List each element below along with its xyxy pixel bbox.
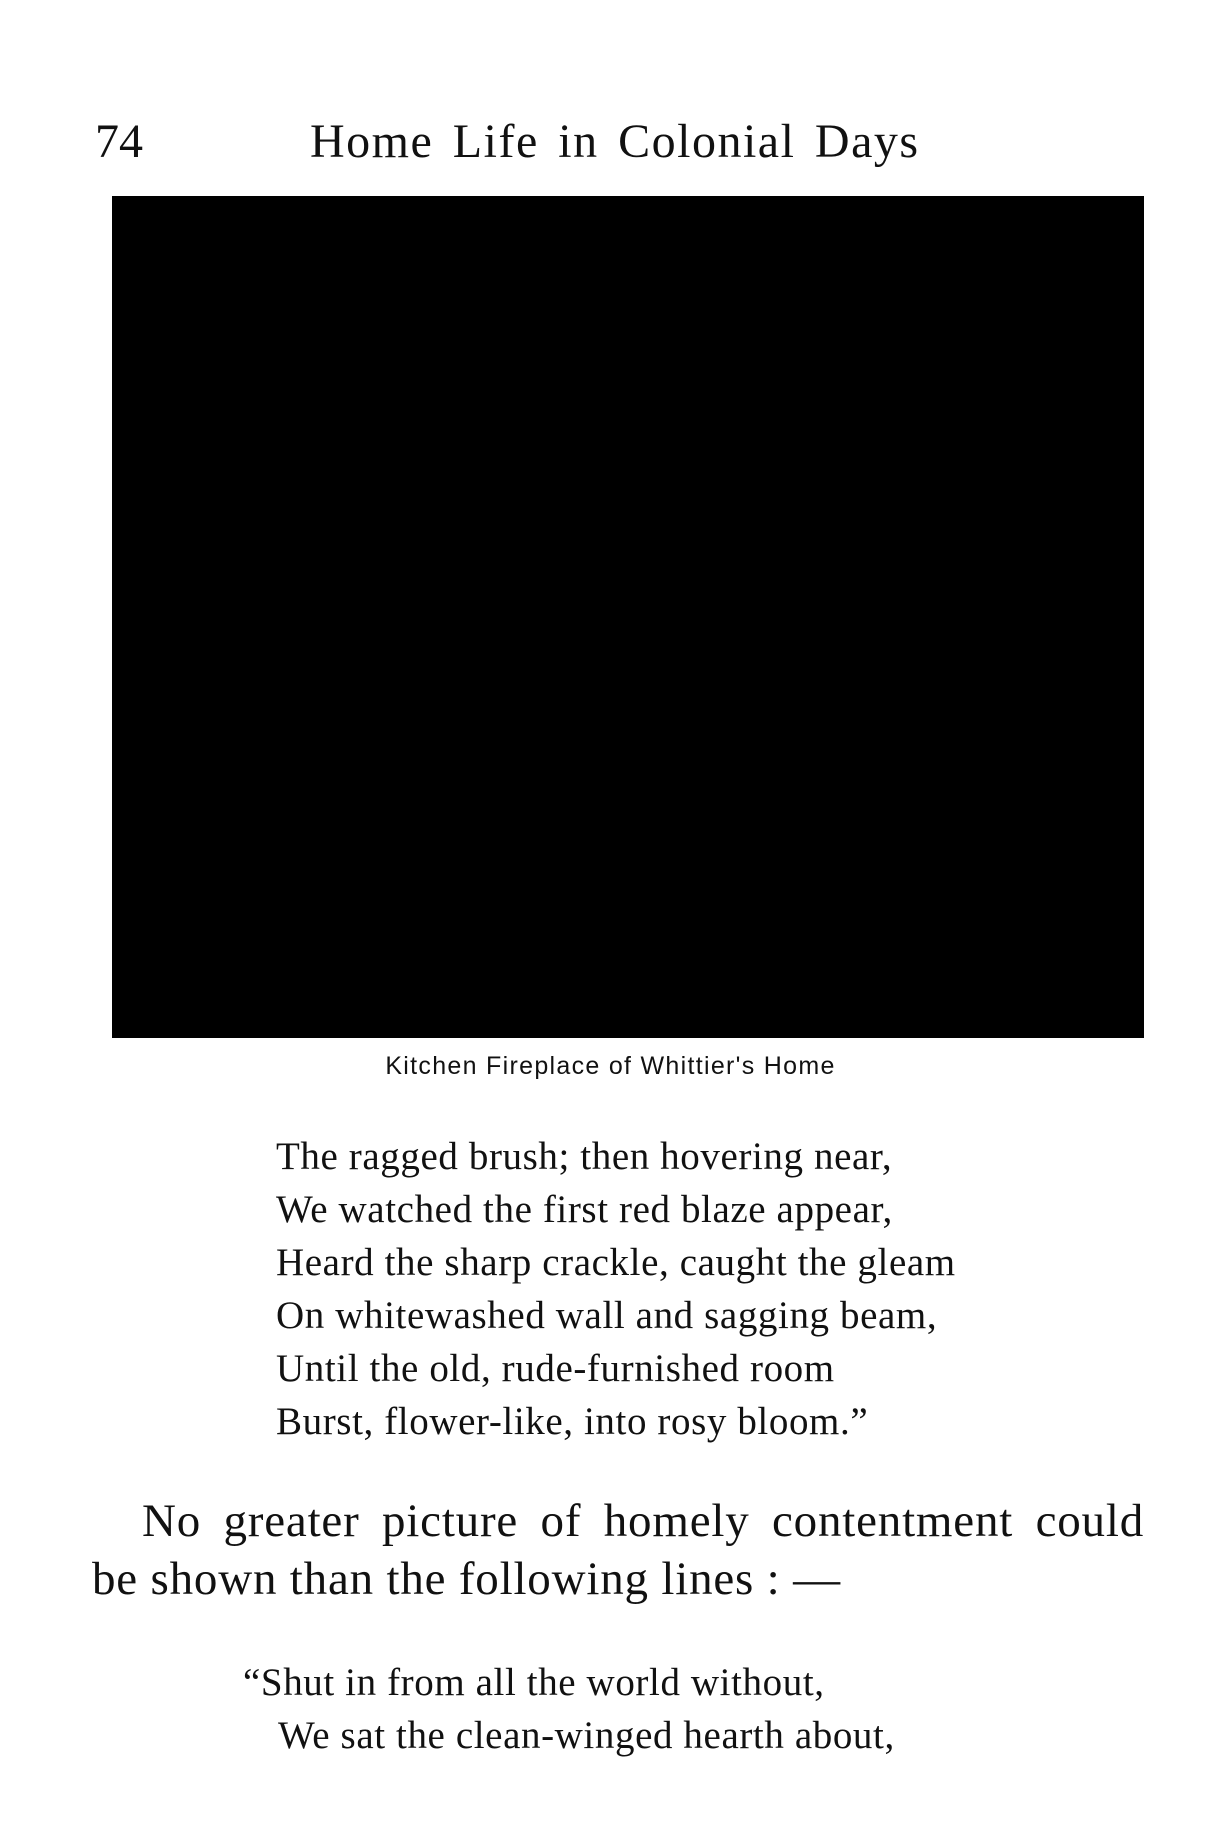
verse-line: The ragged brush; then hovering near, [276,1135,893,1178]
verse-line: We sat the clean-winged hearth about, [278,1714,895,1757]
verse-line: We watched the first red blaze appear, [276,1188,893,1231]
paragraph-line: be shown than the following lines : — [92,1553,841,1605]
page-number: 74 [95,115,143,168]
verse-line: Until the old, rude-furnished room [276,1347,835,1390]
poem-excerpt-2 [243,1656,895,1762]
verse-line: Burst, flower-like, into rosy bloom.” [276,1400,869,1443]
body-paragraph [92,1492,1144,1608]
running-title: Home Life in Colonial Days [310,115,920,168]
paragraph-line: No greater picture of homely contentment could [142,1495,1144,1547]
poem-excerpt-1 [276,1130,956,1448]
verse-line: “Shut in from all the world without, [243,1661,825,1704]
verse-line: On whitewashed wall and sagging beam, [276,1294,938,1337]
kitchen-fireplace-photo [112,196,1144,1038]
figure-caption: Kitchen Fireplace of Whittier's Home [385,1052,836,1080]
verse-line: Heard the sharp crackle, caught the gleam [276,1241,956,1284]
